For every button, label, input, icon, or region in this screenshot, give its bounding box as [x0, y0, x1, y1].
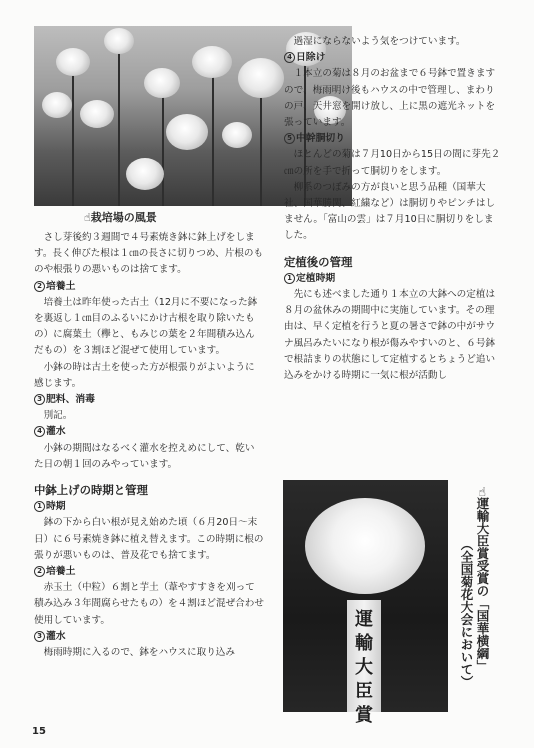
- award-sign-text: 運輸大臣賞: [355, 609, 373, 726]
- circled-number: 2: [34, 281, 45, 292]
- circled-number: 3: [34, 394, 45, 405]
- stem: [118, 46, 120, 206]
- paragraph: 小鉢の期間はなるべく灌水を控えめにして、乾いた日の朝１回のみやっています。: [34, 442, 255, 470]
- chrysanthemum-bloom: [126, 158, 164, 190]
- circled-number: 4: [34, 426, 45, 437]
- circled-number: 4: [284, 52, 295, 63]
- paragraph: １本立の菊は８月のお盆まで６号鉢で置きますので、梅雨明け後もハウスの中で管理し、まわりの戸、天井窓を開け放し、上に黒の遮光ネットを張っています。: [284, 68, 496, 129]
- photo2-caption: [456, 486, 496, 706]
- circled-number: 3: [34, 631, 45, 642]
- subheading-watering: [34, 424, 264, 440]
- finger-pointing-left-icon: ☜: [475, 486, 490, 498]
- stem: [72, 66, 74, 206]
- paragraph: 赤玉土（中粒）６割と芋土（葦やすすきを刈って積み込み３年間腐らせたもの）を４割ほど混ぜ合わせ使用しています。: [34, 582, 264, 626]
- subheading-timing: [34, 499, 264, 515]
- subheading-shade: [284, 50, 502, 66]
- section-heading-after-planting: 定植後の管理: [284, 254, 353, 269]
- award-chrysanthemum-photo: [283, 480, 448, 726]
- subheading-text: 定植時期: [296, 272, 336, 284]
- chrysanthemum-bloom: [222, 122, 252, 148]
- stem: [162, 81, 164, 206]
- paragraph: 別記。: [43, 410, 73, 422]
- photo2-caption-line1-text: 運輸大臣賞受賞の「国華横綱」: [475, 497, 490, 673]
- subheading-text: 灌水: [46, 630, 66, 642]
- subheading-text: 中幹胴切り: [296, 133, 345, 145]
- subheading-text: 時期: [46, 501, 66, 513]
- subheading-soil-2: [34, 564, 264, 580]
- subheading-text: 培養土: [46, 280, 76, 292]
- award-sign: [347, 600, 381, 726]
- subheading-text: 肥料、消毒: [46, 394, 95, 406]
- paragraph: 培養土は昨年使った古土（12月に不要になった鉢を裏返し１㎝目のふるいにかけ古根を取り除いたもの）に腐葉土（欅と、もみじの葉を２年間積み込んだもの）を３割ほど混ぜて使用しています。: [34, 296, 258, 357]
- photo2-caption-line2: （全国菊花大会において）: [459, 538, 474, 688]
- photo1-caption: [84, 209, 157, 225]
- chrysanthemum-bloom: [104, 28, 134, 54]
- section-heading-medium-pot: 中鉢上げの時期と管理: [34, 483, 148, 498]
- page-number: 15: [32, 726, 46, 737]
- subheading-text: 日除け: [296, 52, 326, 64]
- paragraph: 過湿にならないよう気をつけています。: [293, 36, 466, 47]
- chrysanthemum-bloom: [42, 92, 72, 118]
- circled-number: 1: [284, 273, 295, 284]
- subheading-text: 灌水: [46, 426, 66, 438]
- subheading-fertilizer: [34, 392, 264, 408]
- chrysanthemum-bloom: [238, 58, 284, 98]
- subheading-watering-2: [34, 629, 264, 645]
- chrysanthemum-bloom: [144, 68, 180, 98]
- chrysanthemum-bloom: [192, 46, 232, 78]
- paragraph: ほとんどの菊は７月10日から15日の間に芽先２㎝の所を手で折って胴切りをします。: [284, 149, 501, 177]
- chrysanthemum-bloom: [56, 48, 90, 76]
- subheading-planting-time: [284, 271, 502, 287]
- subheading-text: 培養土: [46, 566, 76, 578]
- chrysanthemum-bloom: [166, 114, 208, 150]
- paragraph: 先にも述べました通り１本立の大鉢への定植は８月の盆休みの期間中に実施しています。その理由は、早く定植を行うと夏の暑さで鉢の中がサウナ風呂みたいになり根が傷みやすいのと、６号鉢で根詰まりの状態にして定植するとちょうど追い込みをかける時期に一気に根が活動し: [284, 289, 496, 382]
- intro-paragraph: さし芽後約３週間で４号素焼き鉢に鉢上げをします。長く伸びた根は１㎝の長さに切りつめ、片根のものや根張りの悪いものは捨てます。: [34, 232, 264, 276]
- circled-number: 1: [34, 501, 45, 512]
- paragraph: 小鉢の時は古土を使った方が根張りがよいように感じます。: [34, 361, 255, 389]
- chrysanthemum-bloom: [80, 100, 114, 128]
- subheading-trunk-cut: [284, 131, 502, 147]
- paragraph: 梅雨時期に入るので、鉢をハウスに取り込み: [43, 647, 235, 659]
- circled-number: 2: [34, 566, 45, 577]
- photo1-caption-text: 栽培場の風景: [90, 211, 157, 224]
- stem: [212, 61, 214, 206]
- paragraph: 柳系のつぼみの方が良いと思う品種（国華大社、国華勝関、紅繍など）は胴切りやピンチはしません。「富山の雲」は７月10日に胴切りをしました。: [284, 181, 496, 242]
- right-column: [284, 34, 502, 384]
- circled-number: 5: [284, 133, 295, 144]
- large-chrysanthemum-bloom: [305, 498, 425, 594]
- paragraph: 鉢の下から白い根が見え始めた頃（６月20日～末日）に６号素焼き鉢に植え替えます。この時期に根の張りが悪いものは、普及花でも捨てます。: [34, 517, 264, 561]
- left-column: [34, 230, 264, 661]
- photo2-caption-line1: [474, 486, 490, 672]
- subheading-soil: [34, 279, 264, 295]
- finger-pointing-up-icon: ☝: [84, 211, 91, 224]
